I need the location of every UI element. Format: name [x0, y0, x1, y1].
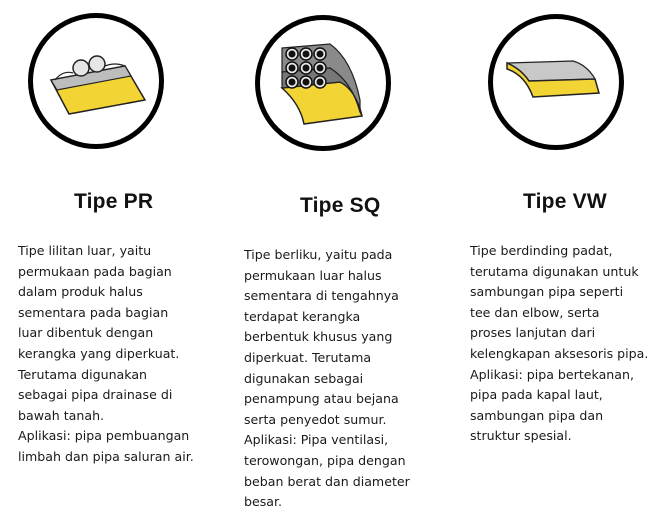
vw-line: Tipe berdinding padat,: [470, 243, 613, 258]
pr-line: kerangka yang diperkuat.: [18, 345, 180, 361]
pr-image-circle: [28, 13, 164, 149]
sq-line: terowongan, pipa dengan: [244, 452, 406, 468]
sq-line: besar.: [244, 494, 283, 510]
sq-line: penampung atau bejana: [244, 391, 399, 407]
vw-line: Aplikasi: pipa bertekanan,: [470, 366, 634, 382]
sq-line: beban berat dan diameter: [244, 473, 410, 489]
pipe-sq-icon: [260, 20, 386, 146]
sq-line: diperkuat. Terutama: [244, 349, 372, 365]
pr-line: limbah dan pipa saluran air.: [18, 448, 194, 464]
vw-description: [470, 241, 650, 447]
sq-image-circle: [255, 15, 391, 151]
vw-line: terutama digunakan untuk: [470, 263, 639, 279]
vw-line: struktur spesial.: [470, 428, 572, 444]
pr-title: Tipe PR: [74, 190, 154, 213]
pr-line: sementara pada bagian: [18, 304, 169, 320]
sq-line: berbentuk khusus yang: [244, 329, 393, 345]
pr-line: sebagai pipa drainase di: [18, 387, 173, 403]
sq-title: Tipe SQ: [300, 194, 381, 217]
sq-line: serta penyedot sumur.: [244, 411, 387, 427]
sq-line: Aplikasi: Pipa ventilasi,: [244, 432, 389, 448]
vw-image-circle: [488, 14, 624, 150]
vw-line: proses lanjutan dari: [470, 325, 596, 341]
vw-line: pipa pada kapal laut,: [470, 387, 603, 403]
sq-line: sementara di tengahnya: [244, 288, 399, 304]
sq-line: permukaan luar halus: [244, 267, 382, 283]
pr-line: Aplikasi: pipa pembuangan: [18, 428, 190, 444]
sq-line: Tipe berliku, yaitu pada: [244, 247, 393, 262]
pr-line: luar dibentuk dengan: [18, 325, 154, 341]
pr-line: bawah tanah.: [18, 407, 105, 423]
vw-line: kelengkapan aksesoris pipa.: [470, 345, 649, 361]
vw-line: sambungan pipa seperti: [470, 284, 624, 300]
pipe-pr-icon: [33, 18, 159, 144]
pr-line: permukaan pada bagian: [18, 263, 172, 279]
vw-line: sambungan pipa dan: [470, 407, 604, 423]
vw-line: tee dan elbow, serta: [470, 304, 600, 320]
pipe-vw-icon: [493, 19, 619, 145]
vw-title: Tipe VW: [523, 190, 607, 213]
pr-line: Tipe lilitan luar, yaitu: [18, 243, 152, 258]
sq-line: digunakan sebagai: [244, 370, 364, 386]
pr-line: Terutama digunakan: [18, 366, 148, 382]
pr-description: [18, 241, 198, 468]
sq-line: terdapat kerangka: [244, 308, 361, 324]
pr-line: dalam produk halus: [18, 284, 143, 300]
sq-description: [244, 245, 424, 513]
